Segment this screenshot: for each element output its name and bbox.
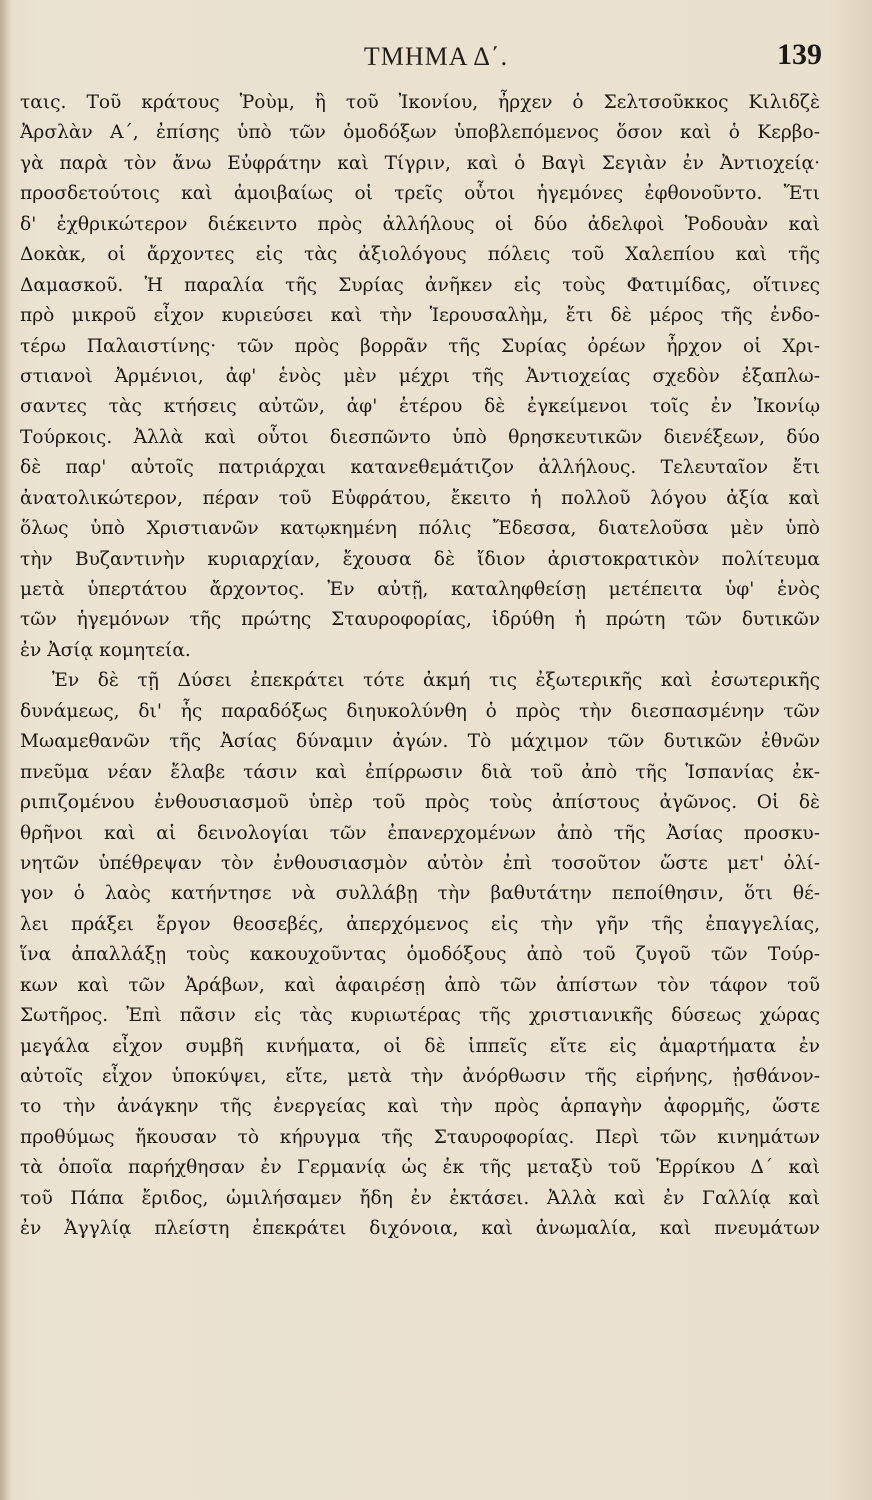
text-line: τέρω Παλαιστίνης· τῶν πρὸς βορρᾶν τῆς Συρίας ὀρέων ἦρχον οἱ Χρι- xyxy=(20,335,820,357)
text-line: μετὰ ὑπερτάτου ἄρχοντος. Ἐν αὐτῇ, καταληφθείσῃ μετέπειτα ὑφ' ἑνὸς xyxy=(20,579,820,600)
text-line: ἵνα ἀπαλλάξῃ τοὺς κακουχοῦντας ὁμοδόξους ἀπὸ τοῦ ζυγοῦ τῶν Τούρ- xyxy=(20,944,820,966)
running-title: ΤΜΗΜΑ Δ΄. xyxy=(363,42,509,71)
text-line: μεγάλα εἶχον συμβῆ κινήματα, οἱ δὲ ἱππεῖς εἴτε εἰς ἁμαρτήματα ἐν xyxy=(20,1035,820,1057)
text-line: ριπιζομένου ἐνθουσιασμοῦ ὑπὲρ τοῦ πρὸς τοὺς ἀπίστους ἀγῶνος. Οἱ δὲ xyxy=(20,792,820,814)
text-line: ἐν Ἀσίᾳ κομητεία. xyxy=(20,639,191,661)
text-line: κων καὶ τῶν Ἀράβων, καὶ ἀφαιρέσῃ ἀπὸ τῶν ἀπίστων τὸν τάφον τοῦ xyxy=(20,974,820,996)
text-line: δυνάμεως, δι' ἧς παραδόξως διηυκολύνθη ὁ πρὸς τὴν διεσπασμένην τῶν xyxy=(20,700,820,722)
text-line: θρῆνοι καὶ αἱ δεινολογίαι τῶν ἐπανερχομένων ἀπὸ τῆς Ἀσίας προσκυ- xyxy=(20,822,820,844)
text-line: ἐν Ἀγγλίᾳ πλείστη ἐπεκράτει διχόνοια, καὶ ἀνωμαλία, καὶ πνευμάτων xyxy=(20,1218,820,1240)
text-line: Δοκὰκ, οἱ ἄρχοντες εἰς τὰς ἀξιολόγους πόλεις τοῦ Χαλεπίου καὶ τῆς xyxy=(20,244,820,266)
text-line: ταις. Τοῦ κράτους Ῥοὺμ, ἢ τοῦ Ἰκονίου, ἦρχεν ὁ Σελτσοῦκκος Κιλιδζὲ xyxy=(20,92,820,113)
text-line: ἀνατολικώτερον, πέραν τοῦ Εὐφράτου, ἔκειτο ἡ πολλοῦ λόγου ἀξία καὶ xyxy=(20,487,820,509)
text-line: νητῶν ὑπέθρεψαν τὸν ἐνθουσιασμὸν αὐτὸν ἐπὶ τοσοῦτον ὥστε μετ' ὀλί- xyxy=(20,852,820,874)
text-line: προσδετούτοις καὶ ἀμοιβαίως οἱ τρεῖς οὗτοι ἡγεμόνες ἐφθονοῦντο. Ἔτι xyxy=(20,183,820,205)
text-line: προθύμως ἤκουσαν τὸ κήρυγμα τῆς Σταυροφορίας. Περὶ τῶν κινημάτων xyxy=(20,1126,820,1148)
text-line: Τούρκοις. Ἀλλὰ καὶ οὗτοι διεσπῶντο ὑπὸ θρησκευτικῶν διενέξεων, δύο xyxy=(20,426,820,448)
text-line: γον ὁ λαὸς κατήντησε νὰ συλλάβῃ τὴν βαθυτάτην πεποίθησιν, ὅτι θέ- xyxy=(20,883,820,905)
text-line: τὰ ὁποῖα παρήχθησαν ἐν Γερμανίᾳ ὡς ἐκ τῆς μεταξὺ τοῦ Ἑρρίκου Δ΄ καὶ xyxy=(20,1157,820,1179)
text-line: πρὸ μικροῦ εἶχον κυριεύσει καὶ τὴν Ἱερουσαλὴμ, ἔτι δὲ μέρος τῆς ἐνδο- xyxy=(20,305,820,327)
text-line: τῶν ἡγεμόνων τῆς πρώτης Σταυροφορίας, ἱδρύθη ἡ πρώτη τῶν δυτικῶν xyxy=(20,609,820,631)
text-line: δὲ παρ' αὐτοῖς πατριάρχαι κατανεθεμάτιζον ἀλλήλους. Τελευταῖον ἔτι xyxy=(20,457,820,479)
body-text xyxy=(20,88,820,1245)
page-header xyxy=(0,38,872,82)
paragraph-2 xyxy=(20,666,820,1244)
text-line: λει πράξει ἔργον θεοσεβές, ἀπερχόμενος εἰς τὴν γῆν τῆς ἐπαγγελίας, xyxy=(20,913,820,935)
text-line: ὅλως ὑπὸ Χριστιανῶν κατῳκημένη πόλις Ἔδεσσα, διατελοῦσα μὲν ὑπὸ xyxy=(20,518,820,540)
page-number: 139 xyxy=(777,38,822,71)
text-line: σαντες τὰς κτήσεις αὐτῶν, ἀφ' ἑτέρου δὲ ἐγκείμενοι τοῖς ἐν Ἰκονίῳ xyxy=(20,396,820,418)
text-line: Ἀρσλὰν Α΄, ἐπίσης ὑπὸ τῶν ὁμοδόξων ὑποβλεπόμενος ὅσον καὶ ὁ Κερβο- xyxy=(20,122,820,144)
text-line: Σωτῆρος. Ἐπὶ πᾶσιν εἰς τὰς κυριωτέρας τῆς χριστιανικῆς δύσεως χώρας xyxy=(20,1005,820,1027)
text-line: τοῦ Πάπα ἔριδος, ὡμιλήσαμεν ἤδη ἐν ἐκτάσει. Ἀλλὰ καὶ ἐν Γαλλίᾳ καὶ xyxy=(20,1187,820,1209)
text-line: το τὴν ἀνάγκην τῆς ἐνεργείας καὶ τὴν πρὸς ἁρπαγὴν ἀφορμῆς, ὥστε xyxy=(20,1096,820,1118)
text-line: Ἐν δὲ τῇ Δύσει ἐπεκράτει τότε ἀκμή τις ἐξωτερικῆς καὶ ἐσωτερικῆς xyxy=(52,670,820,692)
text-line: δ' ἐχθρικώτερον διέκειντο πρὸς ἀλλήλους οἱ δύο ἀδελφοὶ Ῥοδουὰν καὶ xyxy=(20,213,820,235)
text-line: τὴν Βυζαντινὴν κυριαρχίαν, ἔχουσα δὲ ἴδιον ἀριστοκρατικὸν πολίτευμα xyxy=(20,548,820,570)
binding-shadow xyxy=(0,0,10,1500)
text-line: Μωαμεθανῶν τῆς Ἀσίας δύναμιν ἀγών. Τὸ μάχιμον τῶν δυτικῶν ἐθνῶν xyxy=(20,731,820,753)
text-line: πνεῦμα νέαν ἔλαβε τάσιν καὶ ἐπίρρωσιν διὰ τοῦ ἀπὸ τῆς Ἱσπανίας ἐκ- xyxy=(20,761,820,783)
text-line: Δαμασκοῦ. Ἡ παραλία τῆς Συρίας ἀνῆκεν εἰς τοὺς Φατιμίδας, οἵτινες xyxy=(20,274,820,296)
text-line: γὰ παρὰ τὸν ἄνω Εὐφράτην καὶ Τίγριν, καὶ ὁ Βαγὶ Σεγιὰν ἐν Ἀντιοχείᾳ· xyxy=(20,152,820,174)
text-line: στιανοὶ Ἀρμένιοι, ἀφ' ἑνὸς μὲν μέχρι τῆς Ἀντιοχείας σχεδὸν ἐξαπλω- xyxy=(20,365,820,387)
paragraph-1 xyxy=(20,88,820,666)
text-line: αὐτοῖς εἶχον ὑποκύψει, εἴτε, μετὰ τὴν ἀνόρθωσιν τῆς εἰρήνης, ᾐσθάνον- xyxy=(20,1066,820,1087)
